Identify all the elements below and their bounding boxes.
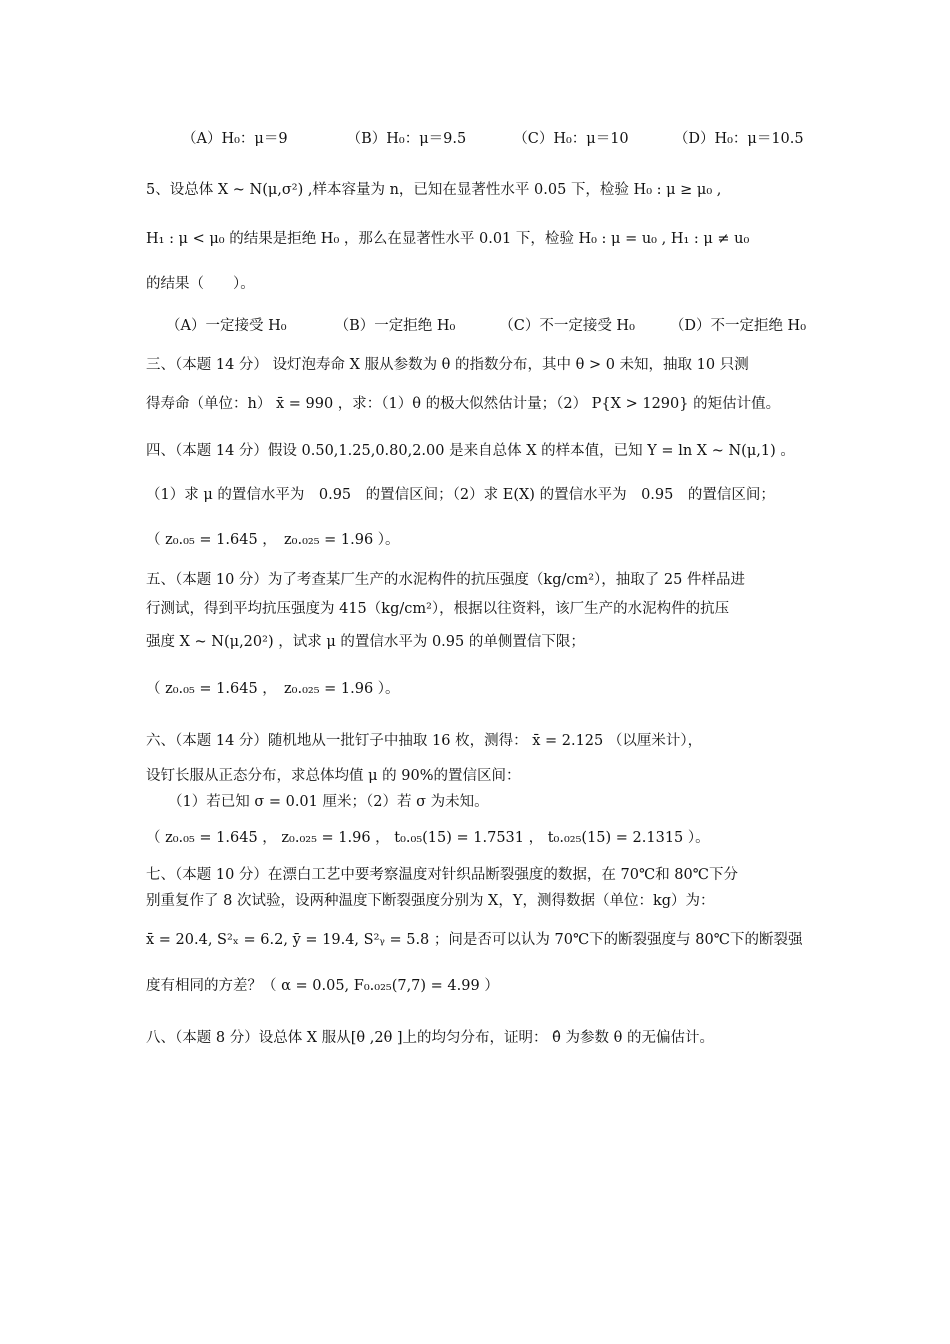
q4-options [182, 129, 804, 149]
q8-line-1: 八、（本题 8 分）设总体 X 服从[θ ,2θ ]上的均匀分布，证明： θ̂ 为参数 θ 的无偏估计。 [146, 1030, 714, 1046]
q5b-line-1: 五、（本题 10 分）为了考查某厂生产的水泥构件的抗压强度（kg/cm²），抽取了 25 件样品进 [146, 572, 745, 588]
q7-line-1: 七、（本题 10 分）在漂白工艺中要考察温度对针织品断裂强度的数据，在 70℃和 80℃下分 [146, 867, 738, 883]
q4-option-d: （D）H₀：μ＝10.5 [673, 131, 804, 147]
q7-line-2: 别重复作了 8 次试验，设两种温度下断裂强度分别为 X，Y，测得数据（单位：kg）为： [146, 893, 715, 909]
q5b-line-3: 强度 X ~ N(μ,20²) ，试求 μ 的置信水平为 0.95 的单侧置信下限； [146, 634, 585, 650]
q5b-line-4: （ z₀.₀₅ = 1.645 ， z₀.₀₂₅ = 1.96 ）。 [146, 681, 400, 697]
q5-line-1: 5、设总体 X ~ N(μ,σ²) ,样本容量为 n，已知在显著性水平 0.05 下，检验 H₀ : μ ≥ μ₀ , [146, 182, 722, 198]
q4b-line-2: （1）求 μ 的置信水平为 0.95 的置信区间；（2）求 E(X) 的置信水平为 0.95 的置信区间； [146, 487, 775, 503]
q5-line-2: H₁ : μ < μ₀ 的结果是拒绝 H₀ ，那么在显著性水平 0.01 下，检验 H₀ : μ = u₀ , H₁ : μ ≠ u₀ [146, 231, 750, 247]
q7-line-3: x̄ = 20.4, S²ₓ = 6.2, ȳ = 19.4, S²ᵧ = 5.8 ；问是否可以认为 70℃下的断裂强度与 80℃下的断裂强 [146, 932, 803, 948]
q5-option-d: （D）不一定拒绝 H₀ [669, 318, 807, 334]
q3-line-2: 得寿命（单位：h） x̄ = 990 ，求：（1）θ 的极大似然估计量；（2） P{X > 1290} 的矩估计值。 [146, 396, 781, 412]
q6-line-2: 设钉长服从正态分布，求总体均值 μ 的 90%的置信区间： [146, 768, 521, 784]
q4-option-a: （A）H₀：μ＝9 [182, 131, 288, 147]
q5-line-3: 的结果（ ）。 [146, 276, 255, 292]
q3-line-1: 三、（本题 14 分） 设灯泡寿命 X 服从参数为 θ 的指数分布，其中 θ > 0 未知，抽取 10 只测 [146, 357, 749, 373]
q4-option-c: （C）H₀：μ＝10 [513, 131, 629, 147]
q4b-line-3: （ z₀.₀₅ = 1.645 ， z₀.₀₂₅ = 1.96 ）。 [146, 532, 400, 548]
q6-line-4: （ z₀.₀₅ = 1.645 ， z₀.₀₂₅ = 1.96 ， t₀.₀₅(15) = 1.7531 ， t₀.₀₂₅(15) = 2.1315 ）。 [146, 830, 710, 846]
q6-line-1: 六、（本题 14 分）随机地从一批钉子中抽取 16 枚，测得： x̄ = 2.125 （以厘米计）， [146, 733, 703, 749]
q5-option-b: （B）一定拒绝 H₀ [334, 318, 456, 334]
q5-option-a: （A）一定接受 H₀ [166, 318, 287, 334]
q4b-line-1: 四、（本题 14 分）假设 0.50,1.25,0.80,2.00 是来自总体 X 的样本值，已知 Y = ln X ~ N(μ,1) 。 [146, 443, 795, 459]
q7-line-4: 度有相同的方差？（ α = 0.05, F₀.₀₂₅(7,7) = 4.99 ） [146, 978, 499, 994]
q5-options [166, 316, 806, 336]
q4-option-b: （B）H₀：μ＝9.5 [346, 131, 467, 147]
q6-line-3: （1）若已知 σ = 0.01 厘米；（2）若 σ 为未知。 [168, 794, 489, 810]
q5-option-c: （C）不一定接受 H₀ [499, 318, 635, 334]
q5b-line-2: 行测试，得到平均抗压强度为 415（kg/cm²），根据以往资料，该厂生产的水泥构件的抗压 [146, 601, 730, 617]
